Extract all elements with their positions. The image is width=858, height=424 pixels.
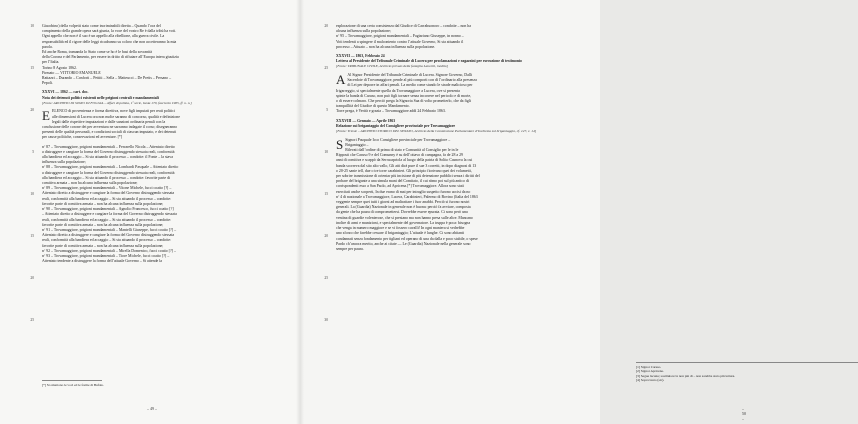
text-line: nº 93 – Trovamaggiore, prigioni mandamentali – Tiore Michele, fucci coatto [?] – bbox=[42, 253, 170, 258]
document-title: Nota dei detenuti politici esistenti nelle prigioni centrali e mandamentali bbox=[42, 95, 159, 100]
text-line: Rattazzi – Durando – Conforti – Pettiti – Sella – Matteucci – De Pretis – Persano – bbox=[42, 76, 172, 81]
text-line: nº 92 – Trovamaggiore, prigioni mandamentali – Mirella Domenico, fucci coatto [?] – bbox=[42, 248, 176, 253]
margin-line-number: 10 bbox=[30, 24, 34, 28]
footnote-text: [*] Si omettono le voci ed le forme di Bufalo. bbox=[42, 383, 104, 387]
footnote-item: [1] Signor Caruso. bbox=[636, 365, 662, 369]
text-line: o 20-25 sanie tell, due o tre torre carabinieri. Gli principio fiorivano quei dei volumetti, bbox=[336, 168, 472, 173]
text-line: a distruggere e cangiare la forma del Governo distruggendo stessata reali, conformità bbox=[42, 170, 175, 175]
text-line: presenti delle qualità personali, e condizioni sociali di ciascun imputato, e dei detenuti bbox=[42, 130, 177, 135]
text-line: inoltre di armi e munizioni, e specialmente del governatore. La truppa è poca: bisogna bbox=[336, 220, 471, 225]
text-line: alla bandiera ed accaggio – Si sta attuando il processo – condotte: favorite parte di bbox=[42, 175, 171, 180]
margin-line-number: 15 bbox=[324, 192, 328, 196]
text-line: Signori Pasquale Icco Consigliere provinciale per Trovamaggiore – bbox=[345, 137, 451, 142]
text-line: Brigantaggio – bbox=[345, 142, 369, 147]
document-source: [Fonte: ARCHIVIO DI STATO DI FOGGIA – Affari di polizia, 1ª serie, busta 170, fascicolo 1985, ff. n. n.] bbox=[42, 100, 192, 105]
document-source: [Fonte: TRIBUNALE CIVILE, Archivio privato della famiglia Lancetti, inedito] bbox=[336, 64, 448, 69]
text-line: – Attentato diretto a distruggere e cangiare la forma del Governo distruggendo stessata bbox=[42, 212, 177, 217]
margin-line-number: 20 bbox=[30, 108, 34, 112]
text-line: legali dalle rispettive imputazioni e dalle sanzioni ordinaria penali con la bbox=[51, 119, 166, 124]
text-line: conclusione delle corone dei per avventura ne sarranno indagate il corso; disegneranno bbox=[42, 125, 178, 130]
drop-cap: E bbox=[42, 108, 50, 124]
text-line: parola. bbox=[42, 44, 53, 49]
margin-line-number: 25 bbox=[324, 66, 328, 70]
document-number: XXXVIII — Gennaio — Aprile 1863 bbox=[336, 118, 396, 123]
left-text-column bbox=[42, 24, 264, 264]
document-intro bbox=[42, 109, 264, 140]
text-line: nº 89 – Trovamaggiore, prigioni mandamentali – Vitone Michele, fucci coatto [?] – bbox=[42, 186, 172, 191]
text-line: nº 90 – Trovamaggiore, prigioni mandamentali – Agnolio Francesco, fucci coatto [?] bbox=[42, 207, 174, 212]
text-line: per sobrire trasmissione di orientar più incisione di più detenzione pubblici senza i diritti del bbox=[336, 174, 480, 179]
document-number: XXXVII — 1863, Febbraio 24 bbox=[336, 54, 385, 59]
left-paragraph-2 bbox=[42, 50, 264, 86]
text-line: alla bandiera ed accaggio – Si sta attuando il processo – condotte: il Fonte – la stava bbox=[42, 155, 173, 160]
text-line: veggente sempre quei tutti i giorni ad maltrattare i fuor anabbi. Perciò si furono nostri bbox=[336, 200, 470, 205]
drop-cap: A bbox=[336, 72, 346, 88]
document-title: Relazione sui brigantaggio del Consigliere provinciale per Trovamaggiore bbox=[336, 123, 456, 128]
text-line: favorite parte di comitiva armata – non ha alcuna influenza sulla popolazione; bbox=[42, 243, 164, 248]
margin-line-number: 25 bbox=[324, 276, 328, 280]
text-line: tranquillità del Giudice di questo Mandamento. bbox=[336, 104, 410, 109]
text-line: Torino 8 Agosto 1862. bbox=[42, 65, 77, 70]
text-line: nº 4 di nazionale a Trovamaggiore, Lucera, Carabinieri, Palermo di Bovino (Italia del 1863 bbox=[336, 194, 478, 199]
text-line: Ed anche Roma, tramanda lo Stato come se ho è le basi della sovranità bbox=[42, 50, 152, 55]
right-page bbox=[300, 0, 746, 424]
margin-line-number: 20 bbox=[324, 234, 328, 238]
text-line: Al Signor Presidente del Tribunale Criminale di Lucera. Signore Governo, Dalli bbox=[347, 73, 473, 78]
margin-line-number: 30 bbox=[324, 318, 328, 322]
text-line: reali, conformità alla bandiera ed accaggio – Si sta attuando il processo – condotte: bbox=[42, 196, 172, 201]
text-line: favorite parte di comitiva armata – non ha alcuna influenza sulla popolazione; bbox=[42, 201, 164, 206]
text-line: processo – Attuato – non ha alcuna influenza sulla popolazione. bbox=[336, 44, 436, 49]
text-line: Torre prega, è Verità e grazia – Trovamaggiore addì 24 Febbraio 1863. bbox=[336, 109, 446, 114]
drop-cap: S bbox=[336, 136, 344, 152]
text-line: Giacobino) della volpetti stato come incriminabili diretta – Quando l’ora del bbox=[42, 24, 161, 28]
margin-line-number: 20 bbox=[30, 276, 34, 280]
text-line: reali, conformità alla bandiera ed accaggio – Si sta attuando il processo – condotte: bbox=[42, 217, 172, 222]
text-line: della Corona e del Parlamento, per essere in dritto di rifiutare all’Europa intera giustizia bbox=[42, 55, 179, 60]
text-line: responsabilità ed il rigore delle leggi ricadranno su coloro che non accetteranno la mia bbox=[42, 39, 177, 44]
margin-line-number: 15 bbox=[30, 234, 34, 238]
text-line: da gente che ha paura di compromettersi. Dovrebbe essere epurata. Ci sono però una bbox=[336, 210, 468, 215]
text-line: alle dimensioni di Lucera ora non molte saranno di concorso, qualità e definizione bbox=[51, 114, 180, 119]
text-line: per cause politiche, conservazioni ed avventure. [*] bbox=[42, 135, 123, 140]
text-line: Sacerdote di Trovamaggiore, pende al più comporti con dì l’ordinario alla presenza bbox=[347, 78, 477, 83]
margin-line-number: 5 bbox=[32, 150, 34, 154]
right-text-column bbox=[336, 24, 558, 252]
text-line: esplorazione di una certa consistenza dal Giudice di Carrabuonoro – condotte – non ha bbox=[336, 24, 471, 28]
report-body bbox=[336, 138, 558, 252]
text-line: sempre per paura. bbox=[336, 246, 364, 251]
text-line: esercitati anche scoperti, In due erano di mai per intraglio suspetto furono uccisi da no bbox=[336, 189, 471, 194]
text-line: probare del brigante a una simula mani del Comitato, il cui ritmo poi sul più antico di bbox=[336, 179, 470, 184]
text-line: anni di comitiva e scappò da Serracapriola al luogo della patria di Solito Casnova la cui bbox=[336, 158, 473, 163]
left-page-number: – 49 – bbox=[147, 406, 157, 411]
text-line: Pepoli. bbox=[42, 81, 53, 86]
text-line: banda scorreva dal sito alto vallo, Gli atti dirà pure il sue 3 corretti, in dopo diagnosi di 13 bbox=[336, 163, 477, 168]
margin-line-number: 5 bbox=[326, 108, 328, 112]
text-line: Pardo ch’ancora merito, anche ai citate — Le (Guardia) Nazionale nella generale sono bbox=[336, 241, 471, 246]
text-line: che venga in numero maggiore e se vi fossero cavalli! In ogni maniera si vedrebbe bbox=[336, 226, 465, 231]
right-page-number: – 50 – bbox=[742, 406, 746, 421]
text-line: generali. La (Guardia) Nazionale in generale non è buona: perciò fa avviare, composta bbox=[336, 205, 471, 210]
footnote-item: [2] Signor Apricena. bbox=[636, 369, 664, 374]
text-line: nº 95 – Trovamaggiore, prigioni mandamentali – Fagiariano Giuseppe, in nonno – bbox=[336, 34, 464, 39]
text-line: ventina di guardie volenterose, che si prestano ma non hanno presa sulle altre. Mancano bbox=[336, 215, 473, 220]
text-line: comitiva armata – non ha alcuna influenza sulla popolazione; bbox=[42, 181, 138, 186]
document-header-36 bbox=[42, 90, 264, 105]
text-line: Rilevati dall’ordine di prima di stato e Comunità al Consiglio per le in le bbox=[345, 148, 459, 153]
document-title: Lettera al Presidente del Tribunale Criminale di Lucera per proclamazioni e ragazzini per esecuzione di testimonio bbox=[336, 59, 522, 64]
text-line: di Lei per deporre in affari penali. La medio come stando le strade malicioso per bbox=[347, 83, 473, 88]
letter-body bbox=[336, 73, 558, 115]
text-line: per l’Italia. bbox=[42, 60, 60, 65]
left-paragraph-1 bbox=[42, 24, 264, 50]
text-line: favorite parte di comitiva armata – non ha alcuna influenza sulla popolazione; bbox=[42, 222, 164, 227]
margin-line-number: 20 bbox=[324, 24, 328, 28]
text-line: o di essere colmaro. Che perciò prega la Signoria Sua di volto prometterlo, che da figli bbox=[336, 99, 471, 104]
margin-line-number: 10 bbox=[30, 192, 34, 196]
footnote-item: [4] Sopra lauro (sic). bbox=[636, 378, 665, 383]
text-line: Attentato diretto a distruggere e cangiare la forma del Governo distruggendo stessata bbox=[42, 191, 175, 196]
text-line: alcuna influenza sulla popolazione; bbox=[336, 29, 391, 34]
document-header-38 bbox=[336, 119, 558, 134]
text-line: nº 91 – Trovamaggiore, prigioni mandamentali – Mantelli Giuseppe, fucci coatto [?] – bbox=[42, 227, 177, 232]
text-line: condannati senza fondamento per tigliani ed operano di una da dalla e poco stabile, o spese bbox=[336, 236, 478, 241]
text-line: a distruggere e cangiare la forma del Governo distruggendo stessata reali, conformità bbox=[42, 149, 175, 154]
text-line: Attentato tendente a distruggere la forma dell’attuale Governo – Si attende la bbox=[42, 259, 163, 264]
text-line: nº 87 – Trovamaggiore, prigioni mandamentali – Ferrarello Nicola – Attentato diretto bbox=[42, 144, 175, 149]
text-line: Voti tendenti a spingere il malcontento contro l’attuale Governo, Si sta attuando il bbox=[336, 39, 464, 44]
left-footnote bbox=[42, 380, 102, 387]
book-gutter bbox=[296, 0, 304, 424]
text-line: reali, conformità alla bandiera ed accaggio – Si sta attuando il processo – condotte: bbox=[42, 238, 172, 243]
left-page bbox=[0, 0, 300, 424]
footnote-item: [3] Segue lacuna; sostituisce la non più di – non sarebbe stato più lettura. bbox=[636, 373, 736, 378]
text-line: Ripposti che Caruso 9 e del Comunny è su dell’ottavo di campagna, fa de 28 a 29 bbox=[336, 153, 463, 158]
text-line: influenza sulla popolazione; bbox=[42, 160, 86, 165]
document-source: [Fonte: Trieste – ARCHIVIO STORICO DEL SENATO, Archivio della Commissione Parlamentare d’Inchiesta sul brigantaggio, cf. 127, c. 14] bbox=[336, 129, 537, 134]
text-line: Firmato — VITTORIO EMANUELE bbox=[42, 70, 101, 75]
right-footnotes bbox=[636, 362, 858, 383]
right-paragraph-1 bbox=[336, 24, 558, 50]
text-line: Ogni appello che non è il suo è un appello alla ribellione, alla guerra civile. La bbox=[42, 34, 165, 39]
text-line: Irigarreggio, si specialmente quella da Trovamaggiore a Lucera, ove si presenta bbox=[336, 88, 460, 93]
text-line: spinte la banda di Caruso, non può figli tornare senza incorrere nel pericolo e di morte, bbox=[336, 93, 472, 98]
text-line: Attentato diretto a distruggere e cangiare la forma del Governo distruggendo stessata bbox=[42, 233, 175, 238]
text-line: compimento della grande opera sarà giunta, la voce del vostro Re è dalla tribù ha voti. bbox=[42, 29, 177, 34]
text-line: uno sforzo che farebbe cessare il brigantaggio; L’attuale è lunghe. Ci sono abitanti bbox=[336, 231, 465, 236]
margin-line-number: 25 bbox=[30, 318, 34, 322]
detainee-entries bbox=[42, 145, 264, 265]
text-line: corrispondenti esso a San Paolo, ad Apricena.[*] Trovamaggiore. Allora sono stati bbox=[336, 184, 464, 189]
text-line: ELENCO di provenienza e forma direttiva, nove figli imputati per reati politici bbox=[51, 109, 175, 114]
document-header-37 bbox=[336, 54, 558, 69]
margin-line-number: 10 bbox=[324, 150, 328, 154]
text-line: nº 88 – Trovamaggiore, prigioni mandamentali – Lombardi Pasquale – Attentato diretto bbox=[42, 165, 179, 170]
margin-line-number: 15 bbox=[30, 66, 34, 70]
document-number: XXXVI — 1862 — cart. doc. bbox=[42, 90, 89, 95]
